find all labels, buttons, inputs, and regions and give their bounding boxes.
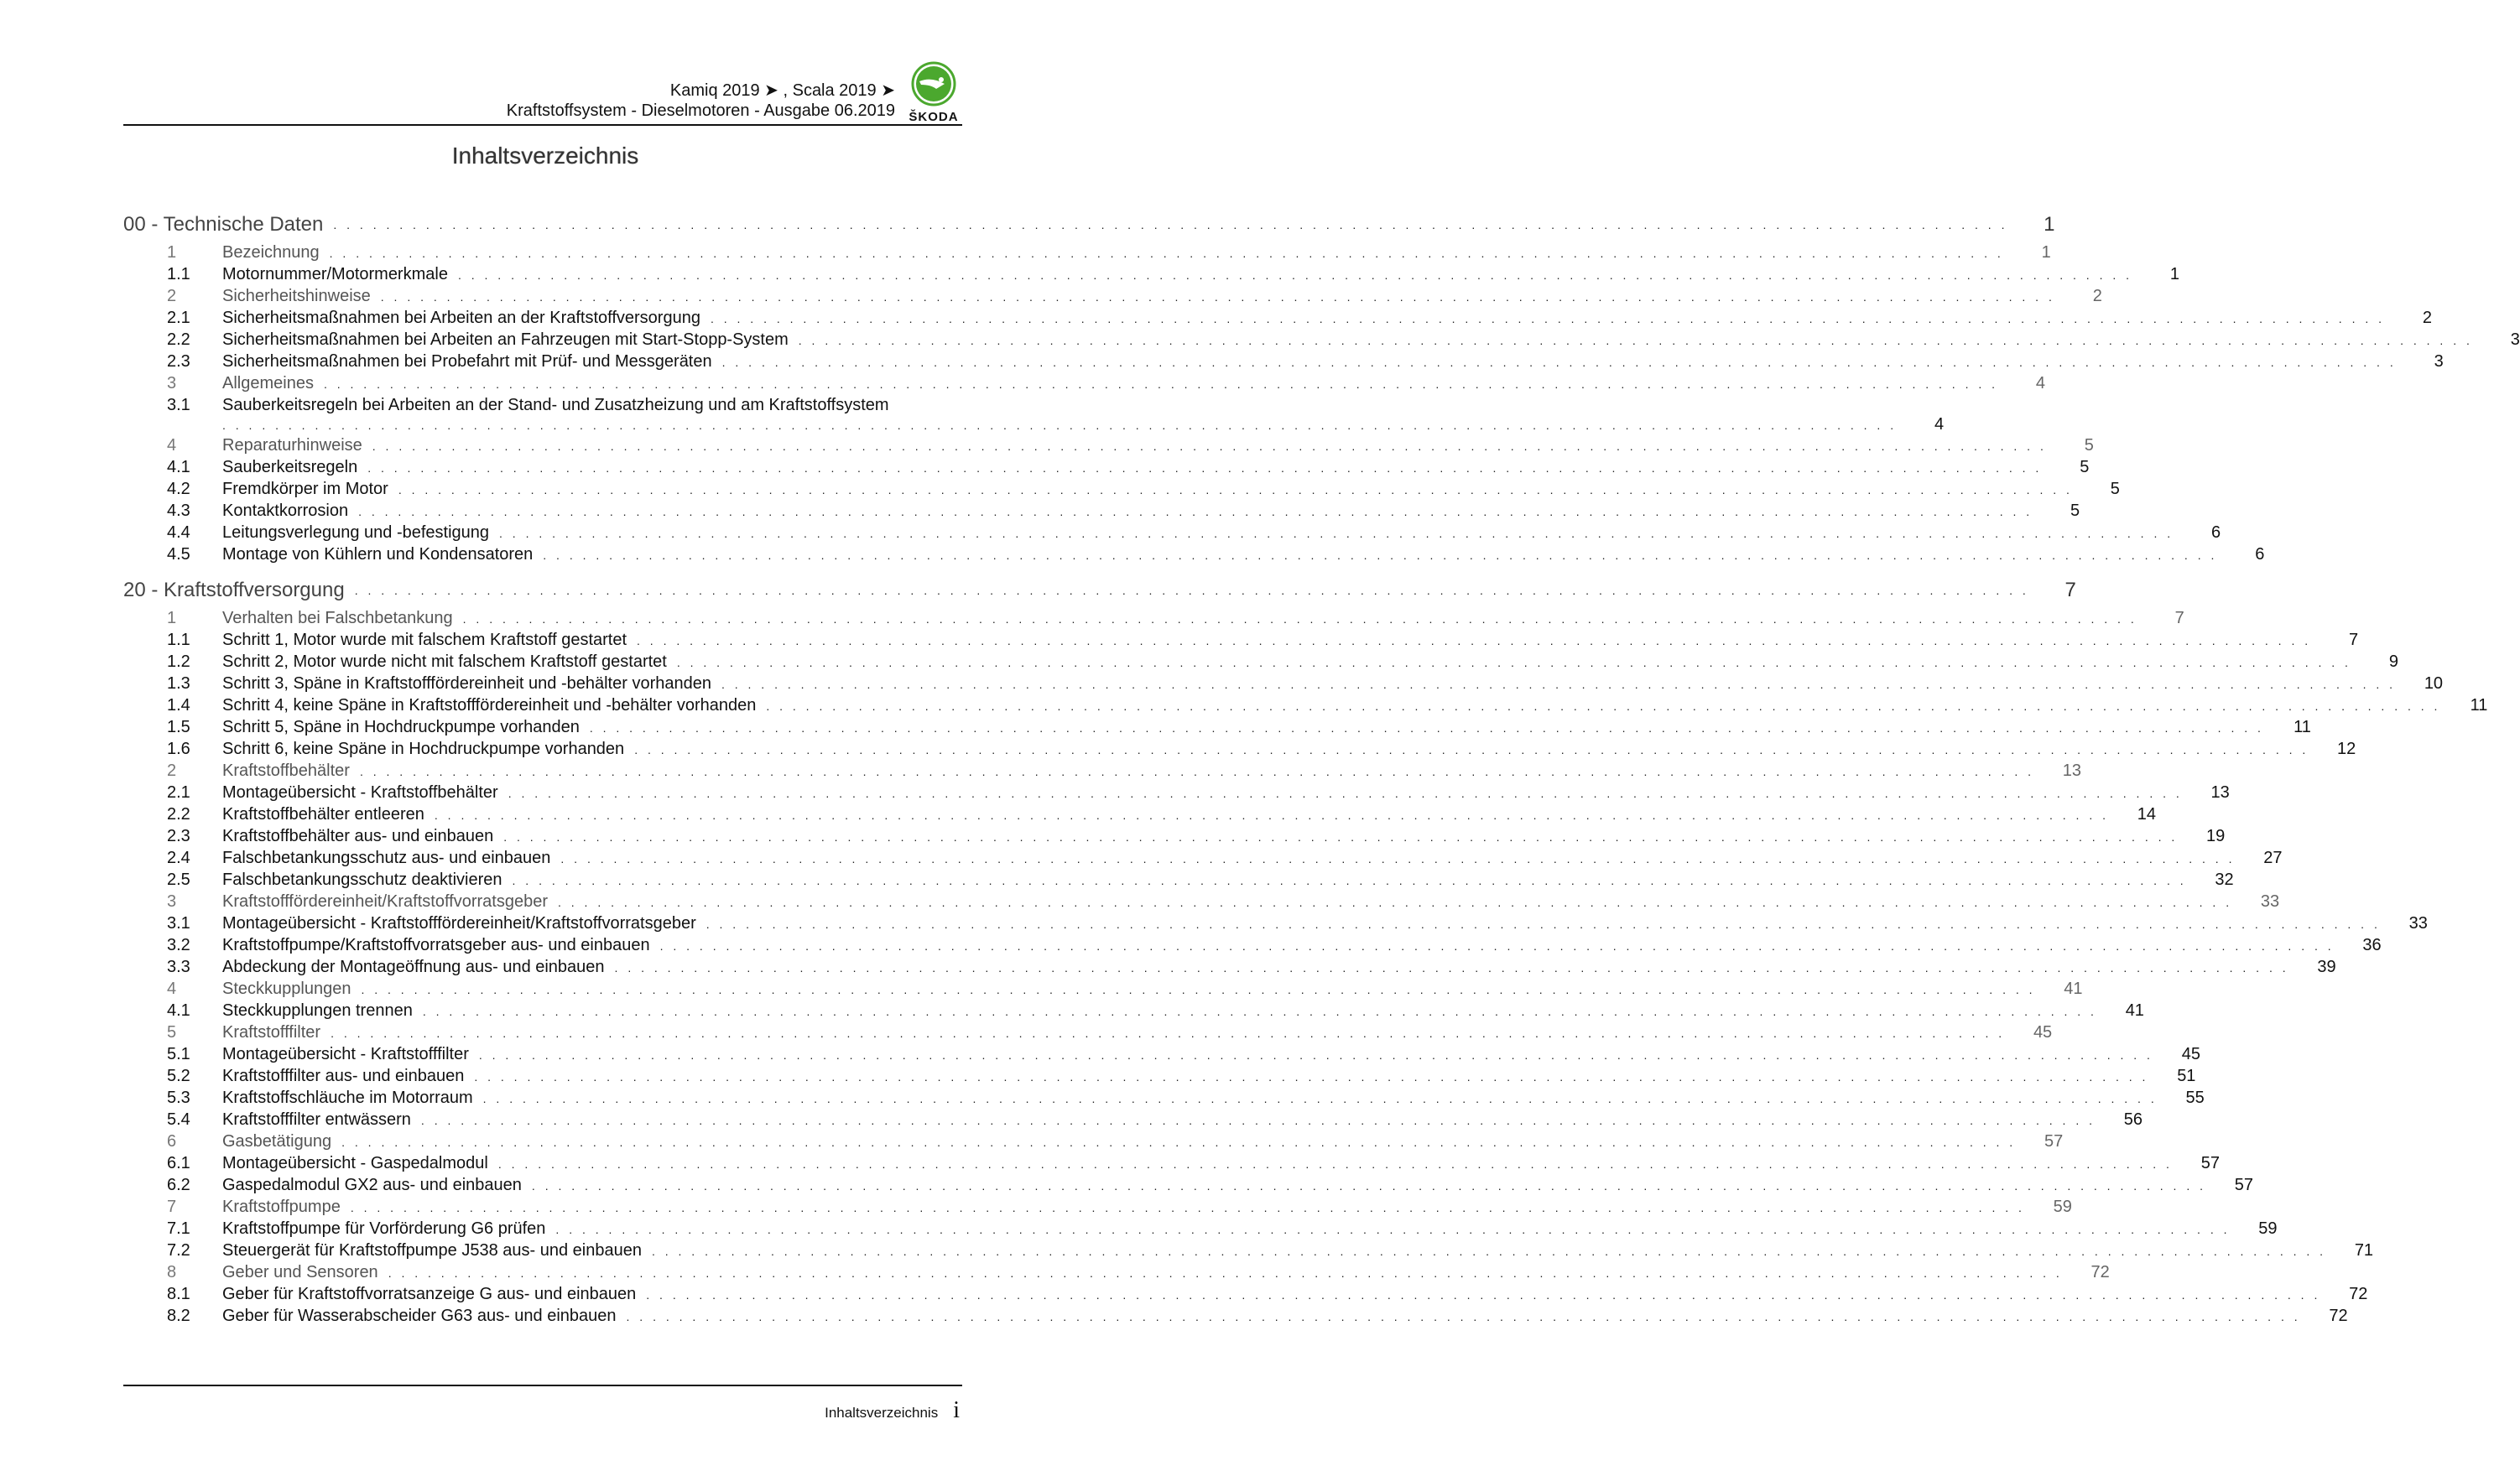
toc-entry-page: 9: [2388, 652, 2398, 671]
toc-entry-number: 3: [167, 892, 177, 911]
toc-entry-number: 6: [167, 1132, 177, 1151]
toc-leader-dots: [358, 505, 2033, 518]
toc-entry-title: Montageübersicht - Kraftstofffördereinheit/Kraftstoffvorratsgeber: [222, 914, 696, 933]
toc-entry-sec[interactable]: [123, 1263, 2110, 1285]
toc-entry-number: 6.1: [167, 1154, 190, 1172]
footer-label: Inhaltsverzeichnis: [825, 1405, 939, 1421]
toc-entry-sec[interactable]: [123, 761, 2082, 783]
toc-entry-number: 3: [167, 374, 177, 392]
toc-leader-dots: [458, 268, 2132, 282]
toc-entry-sub[interactable]: [123, 827, 2226, 849]
toc-entry-number: 4.3: [167, 502, 190, 520]
toc-leader-dots: [513, 874, 2187, 887]
toc-entry-page: 32: [2215, 871, 2234, 889]
toc-entry-sub[interactable]: [123, 631, 2359, 652]
toc-leader-dots: [660, 939, 2335, 953]
toc-leader-dots: [722, 356, 2397, 369]
toc-entry-chap[interactable]: [123, 572, 2076, 609]
toc-leader-dots: [474, 1070, 2148, 1084]
toc-entry-sub[interactable]: [123, 674, 2444, 696]
toc-entry-number: 3.1: [167, 914, 190, 933]
toc-entry-page: 41: [2064, 980, 2083, 998]
toc-entry-page: 11: [2294, 718, 2311, 736]
toc-entry-sec[interactable]: [123, 980, 2083, 1001]
toc-entry-number: 2.1: [167, 783, 190, 802]
toc-entry-title: Gaspedalmodul GX2 aus- und einbauen: [222, 1176, 522, 1194]
toc-entry-page: 3: [2510, 330, 2520, 349]
toc-leader-dots: [367, 461, 2042, 475]
toc-entry-page: 45: [2033, 1023, 2053, 1042]
toc-entry-sub[interactable]: [123, 914, 2428, 936]
toc-entry-sub[interactable]: [123, 1110, 2143, 1132]
toc-entry-title: Sicherheitsmaßnahmen bei Arbeiten an der Kraftstoffversorgung: [222, 309, 700, 327]
toc-entry-sub[interactable]: [123, 696, 2488, 718]
toc-entry-sub[interactable]: [123, 1067, 2196, 1089]
toc-entry-number: 2.2: [167, 330, 190, 349]
toc-leader-dots: [799, 334, 2473, 347]
toc-entry-page: 10: [2424, 674, 2444, 693]
toc-entry-sub[interactable]: [123, 958, 2336, 980]
toc-leader-dots: [324, 377, 1998, 391]
toc-entry-title: Kraftstofffilter aus- und einbauen: [222, 1067, 465, 1085]
toc-entry-number: 1: [167, 243, 177, 262]
toc-entry-number: 5.2: [167, 1067, 190, 1085]
toc-leader-dots: [355, 584, 2029, 597]
toc-entry-sub[interactable]: [123, 783, 2230, 805]
toc-entry-title: Allgemeines: [222, 374, 314, 392]
toc-entry-page: 45: [2181, 1045, 2200, 1063]
toc-entry-sub[interactable]: [123, 718, 2311, 740]
toc-entry-title: Sauberkeitsregeln: [222, 458, 358, 476]
toc-entry-title: Kraftstoffpumpe für Vorförderung G6 prüfen: [222, 1219, 546, 1238]
footer-page-number: i: [953, 1397, 960, 1423]
toc-entry-title: Kraftstoffpumpe/Kraftstoffvorratsgeber aus- und einbauen: [222, 936, 650, 954]
toc-entry-number: 2.5: [167, 871, 190, 889]
toc-entry-title: Kraftstofffilter entwässern: [222, 1110, 411, 1129]
toc-entry-page: 57: [2200, 1154, 2220, 1172]
toc-entry-page: 5: [2110, 480, 2120, 498]
toc-leader-dots: [555, 1223, 2230, 1236]
toc-entry-sub[interactable]: [123, 502, 2080, 523]
toc-entry-sub[interactable]: [123, 352, 2444, 374]
toc-entry-title: Falschbetankungsschutz deaktivieren: [222, 871, 502, 889]
toc-entry-page: 59: [2258, 1219, 2278, 1238]
toc-entry-page: 72: [2349, 1285, 2368, 1303]
toc-entry-sec[interactable]: [123, 1198, 2072, 1219]
toc-entry-page: 59: [2053, 1198, 2072, 1216]
toc-entry-number: 4: [167, 436, 177, 455]
toc-entry-title: Schritt 2, Motor wurde nicht mit falschem Kraftstoff gestartet: [222, 652, 667, 671]
toc-entry-page: 7: [2064, 579, 2076, 601]
toc-leader-dots: [498, 1157, 2173, 1171]
toc-entry-title: Kraftstoffbehälter aus- und einbauen: [222, 827, 494, 845]
toc-entry-sub[interactable]: [123, 309, 2433, 330]
toc-entry-title: Kraftstoffbehälter entleeren: [222, 805, 424, 824]
toc-entry-sec[interactable]: [123, 1023, 2053, 1045]
toc-leader-dots: [711, 312, 2385, 325]
toc-entry-number: 3.1: [167, 396, 190, 414]
toc-entry-page: 13: [2210, 783, 2230, 802]
toc-entry-number: 2.2: [167, 805, 190, 824]
toc-leader-dots: [677, 656, 2351, 669]
toc-entry-sub[interactable]: [123, 480, 2120, 502]
toc-entry-title: Schritt 3, Späne in Kraftstofffördereinheit und -behälter vorhanden: [222, 674, 711, 693]
toc-entry-number: 5.3: [167, 1089, 190, 1107]
toc-entry-number: 8: [167, 1263, 177, 1281]
toc-entry-sec[interactable]: [123, 1132, 2064, 1154]
toc-entry-number: 4.1: [167, 458, 190, 476]
toc-entry-title: Kraftstoffbehälter: [222, 761, 350, 780]
toc-entry-sub[interactable]: [123, 805, 2156, 827]
toc-entry-sub[interactable]: [123, 871, 2234, 892]
toc-entry-number: 4.4: [167, 523, 190, 542]
toc-entry-number: 5: [167, 1023, 177, 1042]
toc-entry-page: 1: [2041, 243, 2051, 262]
toc-entry-sub[interactable]: [123, 330, 2520, 352]
toc-entry-title: Schritt 1, Motor wurde mit falschem Kraftstoff gestartet: [222, 631, 627, 649]
toc-entry-page: 33: [2260, 892, 2280, 911]
toc-leader-dots: [423, 1005, 2097, 1018]
toc-entry-page: 3: [2434, 352, 2444, 371]
toc-entry-title: Geber und Sensoren: [222, 1263, 378, 1281]
toc-entry-page: 51: [2177, 1067, 2196, 1085]
toc-entry-sub[interactable]: [123, 1285, 2368, 1307]
toc-entry-title: Schritt 4, keine Späne in Kraftstofffördereinheit und -behälter vorhanden: [222, 696, 757, 715]
toc-entry-page: 13: [2062, 761, 2082, 780]
toc-entry-number: 4.5: [167, 545, 190, 564]
toc-leader-dots: [560, 852, 2235, 865]
toc-leader-dots: [637, 634, 2311, 647]
toc-leader-dots: [627, 1310, 2301, 1323]
toc-entry-sec[interactable]: [123, 287, 2102, 309]
toc-leader-dots: [222, 418, 1897, 432]
toc-entry-number: 5.4: [167, 1110, 190, 1129]
toc-leader-dots: [372, 439, 2047, 453]
toc-leader-dots: [508, 787, 2183, 800]
toc-leader-dots: [766, 699, 2440, 713]
toc-entry-number: 1.3: [167, 674, 190, 693]
toc-entry-title: Sauberkeitsregeln bei Arbeiten an der Stand- und Zusatzheizung und am Kraftstoffsystem: [222, 396, 889, 414]
toc-entry-title: Sicherheitsmaßnahmen bei Arbeiten an Fahrzeugen mit Start-Stopp-System: [222, 330, 789, 349]
toc-leader-dots: [590, 721, 2264, 735]
toc-entry-title: Steckkupplungen: [222, 980, 351, 998]
toc-entry-title: Bezeichnung: [222, 243, 320, 262]
toc-entry-title: Kraftstofffördereinheit/Kraftstoffvorratsgeber: [222, 892, 548, 911]
toc-entry-title: Montageübersicht - Kraftstofffilter: [222, 1045, 469, 1063]
toc-leader-dots: [721, 678, 2396, 691]
toc-leader-dots: [341, 1136, 2016, 1149]
toc-entry-title: Schritt 5, Späne in Hochdruckpumpe vorhanden: [222, 718, 580, 736]
toc-entry-page: 72: [2329, 1307, 2348, 1325]
toc-entry-page: 55: [2185, 1089, 2205, 1107]
toc-entry-sub[interactable]: [123, 1154, 2220, 1176]
toc-leader-dots: [479, 1048, 2153, 1062]
toc-leader-dots: [558, 896, 2232, 909]
toc-entry-number: 1.1: [167, 631, 190, 649]
toc-entry-page: 27: [2263, 849, 2283, 867]
toc-entry-number: 1.6: [167, 740, 190, 758]
toc-entry-title: Leitungsverlegung und -befestigung: [222, 523, 490, 542]
toc-entry-page: 41: [2125, 1001, 2144, 1020]
toc-entry-page: 12: [2337, 740, 2356, 758]
toc-entry-sec[interactable]: [123, 892, 2280, 914]
header-divider: [123, 124, 962, 126]
toc-entry-number: 6.2: [167, 1176, 190, 1194]
document-header: [123, 81, 895, 121]
toc-leader-dots: [615, 961, 2289, 975]
toc-entry-sub[interactable]: [123, 545, 2265, 567]
toc-entry-title: Steuergerät für Kraftstoffpumpe J538 aus- und einbauen: [222, 1241, 642, 1260]
toc-entry-sub[interactable]: [123, 1241, 2374, 1263]
toc-entry-sec[interactable]: [123, 609, 2184, 631]
toc-entry-sub[interactable]: [123, 1089, 2205, 1110]
toc-entry-number: 5.1: [167, 1045, 190, 1063]
toc-entry-number: 4.1: [167, 1001, 190, 1020]
toc-entry-sub[interactable]: [123, 740, 2356, 761]
toc-entry-page: 6: [2211, 523, 2221, 542]
toc-entry-sub[interactable]: [123, 458, 2090, 480]
toc-entry-title: Abdeckung der Montageöffnung aus- und einbauen: [222, 958, 605, 976]
toc-entry-title: Montage von Kühlern und Kondensatoren: [222, 545, 534, 564]
toc-entry-title: Reparaturhinweise: [222, 436, 362, 455]
toc-entry-page: 57: [2234, 1176, 2254, 1194]
toc-entry-number: 2.3: [167, 827, 190, 845]
toc-entry-number: 4.2: [167, 480, 190, 498]
toc-entry-number: 7.1: [167, 1219, 190, 1238]
toc-entry-sub[interactable]: [123, 265, 2180, 287]
toc-entry-number: 2: [167, 761, 177, 780]
toc-entry-title: 00 - Technische Daten: [123, 213, 324, 236]
toc-entry-page: 2: [2422, 309, 2433, 327]
toc-entry-page: 5: [2070, 502, 2080, 520]
toc-leader-dots: [634, 743, 2309, 756]
toc-entry-page: 72: [2090, 1263, 2110, 1281]
toc-leader-dots: [398, 483, 2073, 496]
toc-entry-number: 3.3: [167, 958, 190, 976]
toc-entry-number: 1.4: [167, 696, 190, 715]
toc-leader-dots: [435, 808, 2109, 822]
toc-entry-page: 33: [2408, 914, 2428, 933]
toc-entry-page: 1: [2044, 213, 2055, 236]
toc-entry-page: 36: [2362, 936, 2382, 954]
toc-entry-sub[interactable]: [123, 1045, 2200, 1067]
toc-entry-page: 5: [2084, 436, 2094, 455]
toc-entry-page: 19: [2206, 827, 2226, 845]
toc-leader-dots: [706, 917, 2381, 931]
manual-subtitle: Kraftstoffsystem - Dieselmotoren - Ausgabe 06.2019: [506, 101, 895, 120]
table-of-contents: [123, 201, 2520, 1328]
toc-entry-number: 2.1: [167, 309, 190, 327]
toc-entry-title: Montageübersicht - Kraftstoffbehälter: [222, 783, 498, 802]
toc-entry-sub[interactable]: [123, 1176, 2254, 1198]
toc-entry-page: 4: [1934, 415, 1945, 434]
toc-entry-title: Montageübersicht - Gaspedalmodul: [222, 1154, 488, 1172]
toc-entry-page: 7: [2174, 609, 2184, 627]
toc-entry-page: 71: [2354, 1241, 2374, 1260]
toc-leader-dots: [381, 290, 2055, 304]
toc-entry-title: Schritt 6, keine Späne in Hochdruckpumpe vorhanden: [222, 740, 625, 758]
toc-entry-page: 7: [2349, 631, 2359, 649]
toc-entry-number: 7.2: [167, 1241, 190, 1260]
toc-entry-page: 5: [2080, 458, 2090, 476]
toc-entry-title: Fremdkörper im Motor: [222, 480, 388, 498]
toc-entry-number: 8.1: [167, 1285, 190, 1303]
toc-leader-dots: [360, 765, 2034, 778]
toc-entry-title: Verhalten bei Falschbetankung: [222, 609, 453, 627]
toc-entry-sec[interactable]: [123, 436, 2094, 458]
toc-leader-dots: [532, 1179, 2206, 1193]
toc-entry-wrap[interactable]: [123, 396, 1945, 436]
toc-entry-title: Sicherheitshinweise: [222, 287, 371, 305]
toc-entry-sub[interactable]: [123, 523, 2221, 545]
toc-entry-title: Kontaktkorrosion: [222, 502, 349, 520]
toc-entry-title: Steckkupplungen trennen: [222, 1001, 413, 1020]
toc-entry-sub[interactable]: [123, 652, 2398, 674]
toc-leader-dots: [388, 1266, 2063, 1280]
toc-leader-dots: [333, 218, 2007, 231]
toc-entry-sub[interactable]: [123, 1219, 2278, 1241]
page-title: Inhaltsverzeichnis: [451, 143, 639, 169]
toc-entry-title: Kraftstoffschläuche im Motorraum: [222, 1089, 473, 1107]
toc-leader-dots: [463, 612, 2137, 626]
toc-entry-page: 39: [2317, 958, 2336, 976]
toc-entry-title: Kraftstofffilter: [222, 1023, 321, 1042]
toc-leader-dots: [543, 548, 2217, 562]
toc-entry-number: 2: [167, 287, 177, 305]
toc-entry-number: 1.1: [167, 265, 190, 283]
toc-leader-dots: [503, 830, 2178, 844]
toc-leader-dots: [331, 1027, 2005, 1040]
toc-leader-dots: [499, 527, 2174, 540]
toc-leader-dots: [421, 1114, 2096, 1127]
toc-entry-sub[interactable]: [123, 849, 2283, 871]
toc-entry-page: 11: [2470, 696, 2488, 715]
vehicle-models: Kamiq 2019 ➤ , Scala 2019 ➤: [669, 81, 895, 100]
toc-entry-title: Kraftstoffpumpe: [222, 1198, 341, 1216]
toc-entry-page: 1: [2169, 265, 2180, 283]
toc-entry-number: 4: [167, 980, 177, 998]
toc-entry-page: 6: [2255, 545, 2265, 564]
toc-entry-number: 1.5: [167, 718, 190, 736]
toc-entry-number: 8.2: [167, 1307, 190, 1325]
toc-entry-number: 1.2: [167, 652, 190, 671]
toc-entry-page: 14: [2137, 805, 2156, 824]
toc-entry-title: Sicherheitsmaßnahmen bei Probefahrt mit Prüf- und Messgeräten: [222, 352, 712, 371]
toc-entry-page: 4: [2035, 374, 2046, 392]
toc-entry-title: Geber für Wasserabscheider G63 aus- und einbauen: [222, 1307, 617, 1325]
toc-entry-title: 20 - Kraftstoffversorgung: [123, 579, 345, 601]
toc-entry-number: 7: [167, 1198, 177, 1216]
toc-entry-title: Falschbetankungsschutz aus- und einbauen: [222, 849, 551, 867]
toc-entry-sub[interactable]: [123, 936, 2382, 958]
toc-entry-title: Gasbetätigung: [222, 1132, 332, 1151]
toc-entry-chap[interactable]: [123, 206, 2055, 243]
toc-entry-page: 56: [2123, 1110, 2143, 1129]
toc-entry-title: Motornummer/Motormerkmale: [222, 265, 448, 283]
toc-entry-sub[interactable]: [123, 1001, 2144, 1023]
brand-name: ŠKODA: [909, 110, 959, 124]
skoda-logo: [908, 61, 960, 124]
toc-entry-page: 57: [2044, 1132, 2064, 1151]
toc-leader-dots: [483, 1092, 2158, 1105]
toc-leader-dots: [646, 1288, 2320, 1302]
toc-entry-sub[interactable]: [123, 1307, 2348, 1328]
toc-entry-sec[interactable]: [123, 374, 2046, 396]
toc-entry-sec[interactable]: [123, 243, 2051, 265]
toc-leader-dots: [351, 1201, 2025, 1214]
skoda-winged-arrow-icon: [911, 61, 956, 107]
toc-entry-page: 2: [2092, 287, 2102, 305]
toc-entry-number: 2.4: [167, 849, 190, 867]
page-footer: [825, 1397, 960, 1424]
toc-entry-title: Geber für Kraftstoffvorratsanzeige G aus- und einbauen: [222, 1285, 637, 1303]
toc-leader-dots: [330, 247, 2004, 260]
footer-divider: [123, 1385, 962, 1386]
toc-entry-number: 2.3: [167, 352, 190, 371]
toc-entry-number: 3.2: [167, 936, 190, 954]
toc-leader-dots: [652, 1245, 2326, 1258]
toc-entry-number: 1: [167, 609, 177, 627]
toc-leader-dots: [361, 983, 2035, 996]
